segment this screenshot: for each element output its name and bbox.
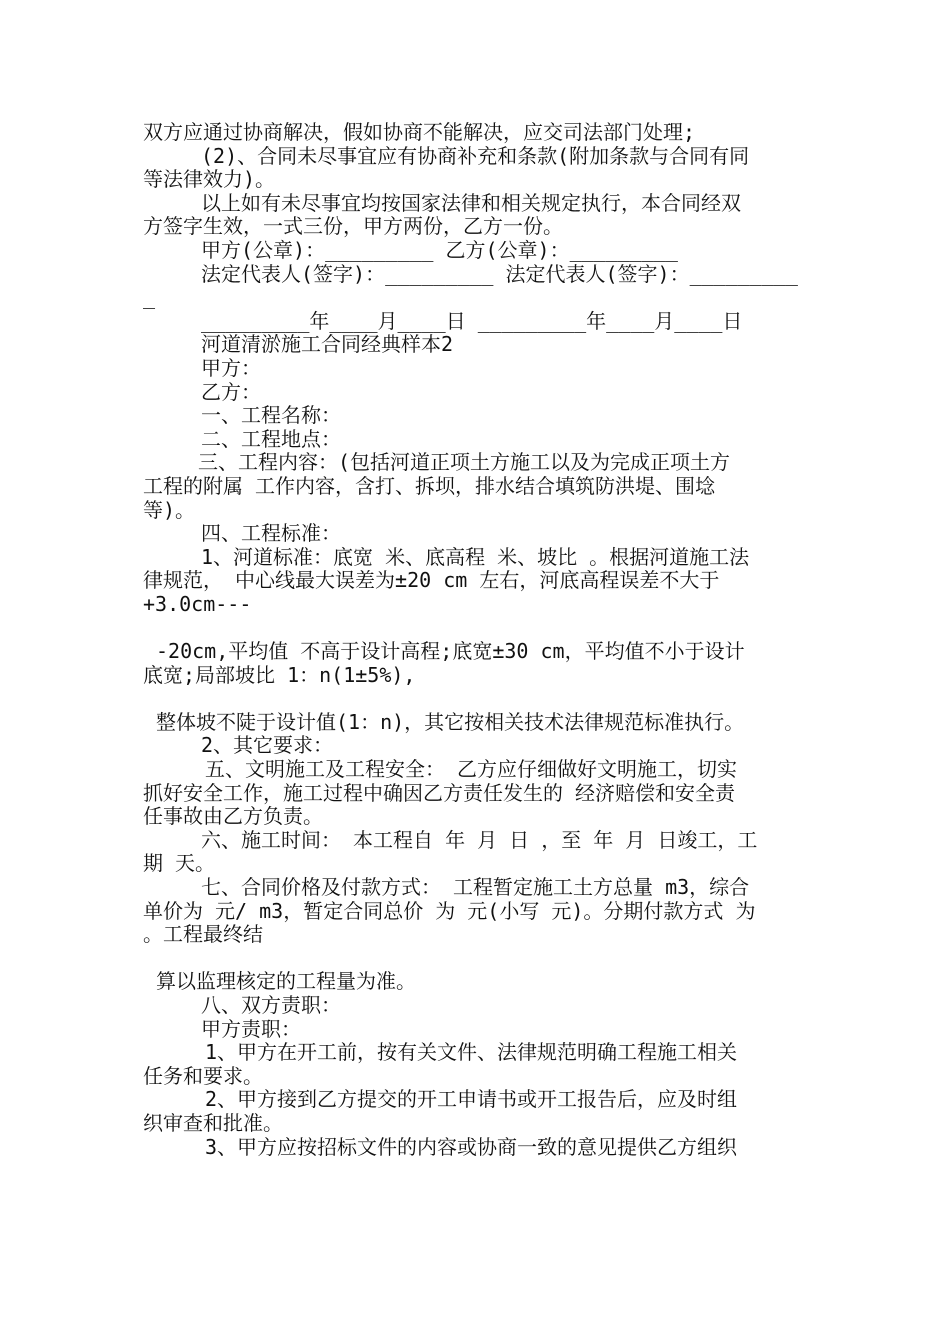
text-line: 1、甲方在开工前，按有关文件、法律规范明确工程施工相关	[205, 1041, 738, 1065]
spacer	[143, 616, 811, 640]
spacer	[143, 947, 811, 971]
clause-heading: 二、工程地点：	[201, 427, 341, 451]
text-line: 2、甲方接到乙方提交的开工申请书或开工报告后，应及时组	[205, 1088, 738, 1112]
clause-heading: 八、双方责职：	[201, 993, 341, 1017]
text-line: +3.0cm---	[143, 592, 252, 616]
party-a-label: 甲方：	[201, 356, 261, 380]
clause-heading: 七、合同价格及付款方式： 工程暂定施工土方总量 m3，综合	[201, 876, 750, 899]
text-line: 3、甲方应按招标文件的内容或协商一致的意见提供乙方组织	[205, 1135, 738, 1159]
signature-seal-line: 甲方(公章)：_________ 乙方(公章)：_________	[201, 238, 678, 262]
signature-representative-line: 法定代表人(签字)：_________ 法定代表人(签字)：_________	[201, 262, 798, 286]
text-line: 2、其它要求：	[201, 734, 334, 758]
clause-heading: 五、文明施工及工程安全： 乙方应仔细做好文明施工，切实	[205, 758, 738, 782]
section-title: 河道清淤施工合同经典样本2	[201, 333, 454, 357]
text-line: 单价为 元/ m3，暂定合同总价 为 元(小写 元)。分期付款方式 为	[143, 899, 756, 923]
text-line: 期 天。	[143, 852, 216, 876]
text-line: 方签字生效，一式三份，甲方两份，乙方一份。	[143, 215, 563, 239]
text-line: 织审查和批准。	[143, 1111, 283, 1135]
clause-heading: 四、工程标准：	[201, 522, 341, 546]
text-line: 等法律效力)。	[143, 168, 276, 192]
spacer	[143, 687, 811, 711]
clause-heading: 六、施工时间： 本工程自 年 月 日 ，至 年 月 日竣工，工	[201, 828, 758, 852]
text-line: _	[143, 286, 156, 310]
text-line: 工程的附属 工作内容，含打、拆坝，排水结合填筑防洪堤、围埝	[143, 474, 716, 498]
text-line: 双方应通过协商解决，假如协商不能解决，应交司法部门处理;	[143, 121, 696, 144]
text-line: 整体坡不陡于设计值(1：n)，其它按相关技术法律规范标准执行。	[156, 710, 745, 734]
text-line: 律规范， 中心线最大误差为±20 cm 左右，河底高程误差不大于	[143, 569, 720, 593]
clause-subheading: 甲方责职：	[201, 1017, 301, 1041]
text-line: 1、河道标准：底宽 米、底高程 米、坡比 。根据河道施工法	[201, 545, 750, 569]
text-line: 算以监理核定的工程量为准。	[156, 970, 416, 994]
party-b-label: 乙方：	[201, 380, 261, 404]
text-line: 以上如有未尽事宜均按国家法律和相关规定执行，本合同经双	[201, 191, 741, 215]
text-line: 任事故由乙方负责。	[143, 805, 323, 829]
text-line: 任务和要求。	[143, 1064, 263, 1088]
text-line: 。工程最终结	[143, 923, 263, 947]
text-line: 等)。	[143, 498, 196, 522]
text-line: -20cm,平均值 不高于设计高程;底宽±30 cm，平均值不小于设计	[156, 640, 745, 664]
text-line: 抓好安全工作，施工过程中确因乙方责任发生的 经济赔偿和安全责	[143, 781, 736, 805]
text-line: 底宽;局部坡比 1：n(1±5%),	[143, 663, 416, 687]
clause-heading: 三、工程内容：(包括河道正项土方施工以及为完成正项土方	[198, 451, 731, 475]
text-line: (2)、合同未尽事宜应有协商补充和条款(附加条款与合同有同	[201, 144, 750, 168]
document-page	[143, 121, 811, 1159]
signature-date-line: _________年____月____日 _________年____月____日	[201, 309, 743, 333]
clause-heading: 一、工程名称：	[201, 404, 341, 428]
